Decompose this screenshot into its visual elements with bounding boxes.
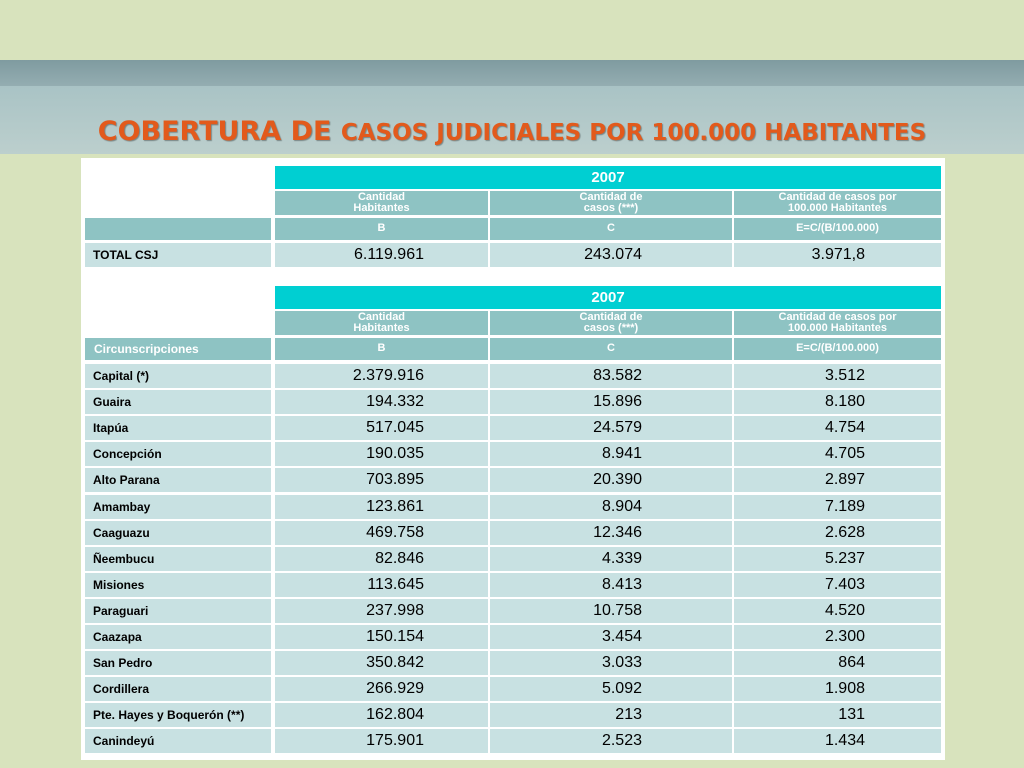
summary-row-label: TOTAL CSJ bbox=[85, 243, 271, 267]
detail-label-header: Circunscripciones bbox=[85, 338, 271, 360]
row-casos: 10.758 bbox=[490, 599, 732, 623]
summary-col1-header: Cantidad Habitantes bbox=[275, 191, 488, 215]
row-label: Cordillera bbox=[85, 677, 271, 701]
row-casos: 15.896 bbox=[490, 390, 732, 414]
summary-col3-sub: E=C/(B/100.000) bbox=[734, 218, 941, 240]
row-habitantes: 2.379.916 bbox=[275, 364, 488, 388]
row-casos-por-100k: 131 bbox=[734, 703, 941, 727]
row-habitantes: 350.842 bbox=[275, 651, 488, 675]
row-casos-por-100k: 4.705 bbox=[734, 442, 941, 466]
title-part-1: COBERTURA DE bbox=[97, 116, 341, 147]
detail-col2-sub: C bbox=[490, 338, 732, 360]
row-habitantes: 266.929 bbox=[275, 677, 488, 701]
detail-col3-sub: E=C/(B/100.000) bbox=[734, 338, 941, 360]
summary-col2-header: Cantidad de casos (***) bbox=[490, 191, 732, 215]
row-casos-por-100k: 3.512 bbox=[734, 364, 941, 388]
row-casos: 8.413 bbox=[490, 573, 732, 597]
row-label: Ñeembucu bbox=[85, 547, 271, 571]
row-casos: 2.523 bbox=[490, 729, 732, 753]
detail-col2-header: Cantidad de casos (***) bbox=[490, 311, 732, 335]
row-casos-por-100k: 1.908 bbox=[734, 677, 941, 701]
row-habitantes: 194.332 bbox=[275, 390, 488, 414]
row-label: Paraguari bbox=[85, 599, 271, 623]
slide-title bbox=[0, 116, 1024, 147]
summary-year-header: 2007 bbox=[275, 166, 941, 189]
row-casos-por-100k: 7.189 bbox=[734, 495, 941, 519]
row-habitantes: 162.804 bbox=[275, 703, 488, 727]
row-habitantes: 517.045 bbox=[275, 416, 488, 440]
row-label: Itapúa bbox=[85, 416, 271, 440]
row-casos-por-100k: 864 bbox=[734, 651, 941, 675]
row-habitantes: 175.901 bbox=[275, 729, 488, 753]
row-casos-por-100k: 2.897 bbox=[734, 468, 941, 492]
summary-label-header bbox=[85, 218, 271, 240]
row-label: Caazapa bbox=[85, 625, 271, 649]
row-casos: 24.579 bbox=[490, 416, 732, 440]
row-casos-por-100k: 4.520 bbox=[734, 599, 941, 623]
row-habitantes: 150.154 bbox=[275, 625, 488, 649]
row-casos-por-100k: 8.180 bbox=[734, 390, 941, 414]
summary-col2-sub: C bbox=[490, 218, 732, 240]
row-casos-por-100k: 2.300 bbox=[734, 625, 941, 649]
row-habitantes: 190.035 bbox=[275, 442, 488, 466]
row-casos: 5.092 bbox=[490, 677, 732, 701]
row-label: Guaira bbox=[85, 390, 271, 414]
row-habitantes: 703.895 bbox=[275, 468, 488, 492]
summary-col1-sub: B bbox=[275, 218, 488, 240]
row-habitantes: 237.998 bbox=[275, 599, 488, 623]
row-label: Capital (*) bbox=[85, 364, 271, 388]
summary-row-casos: 243.074 bbox=[490, 243, 732, 267]
detail-col1-header: Cantidad Habitantes bbox=[275, 311, 488, 335]
row-casos-por-100k: 5.237 bbox=[734, 547, 941, 571]
row-casos-por-100k: 2.628 bbox=[734, 521, 941, 545]
row-label: Amambay bbox=[85, 495, 271, 519]
title-part-2: CASOS JUDICIALES POR 100.000 HABITANTES bbox=[340, 120, 927, 146]
detail-col1-sub: B bbox=[275, 338, 488, 360]
row-label: Misiones bbox=[85, 573, 271, 597]
row-casos: 20.390 bbox=[490, 468, 732, 492]
row-casos: 8.941 bbox=[490, 442, 732, 466]
row-habitantes: 123.861 bbox=[275, 495, 488, 519]
table-panel bbox=[81, 158, 945, 760]
row-label: Caaguazu bbox=[85, 521, 271, 545]
row-label: San Pedro bbox=[85, 651, 271, 675]
row-casos: 213 bbox=[490, 703, 732, 727]
detail-year-header: 2007 bbox=[275, 286, 941, 309]
row-casos: 3.033 bbox=[490, 651, 732, 675]
summary-row-casos-por-100k: 3.971,8 bbox=[734, 243, 941, 267]
row-casos-por-100k: 1.434 bbox=[734, 729, 941, 753]
row-label: Alto Parana bbox=[85, 468, 271, 492]
row-habitantes: 469.758 bbox=[275, 521, 488, 545]
row-casos: 4.339 bbox=[490, 547, 732, 571]
header-band-dark bbox=[0, 60, 1024, 86]
row-casos: 83.582 bbox=[490, 364, 732, 388]
detail-col3-header: Cantidad de casos por 100.000 Habitantes bbox=[734, 311, 941, 335]
row-label: Pte. Hayes y Boquerón (**) bbox=[85, 703, 271, 727]
row-casos: 12.346 bbox=[490, 521, 732, 545]
row-casos: 8.904 bbox=[490, 495, 732, 519]
row-label: Canindeyú bbox=[85, 729, 271, 753]
row-label: Concepción bbox=[85, 442, 271, 466]
row-casos-por-100k: 4.754 bbox=[734, 416, 941, 440]
summary-row-habitantes: 6.119.961 bbox=[275, 243, 488, 267]
summary-col3-header: Cantidad de casos por 100.000 Habitantes bbox=[734, 191, 941, 215]
row-casos-por-100k: 7.403 bbox=[734, 573, 941, 597]
row-habitantes: 113.645 bbox=[275, 573, 488, 597]
row-casos: 3.454 bbox=[490, 625, 732, 649]
row-habitantes: 82.846 bbox=[275, 547, 488, 571]
